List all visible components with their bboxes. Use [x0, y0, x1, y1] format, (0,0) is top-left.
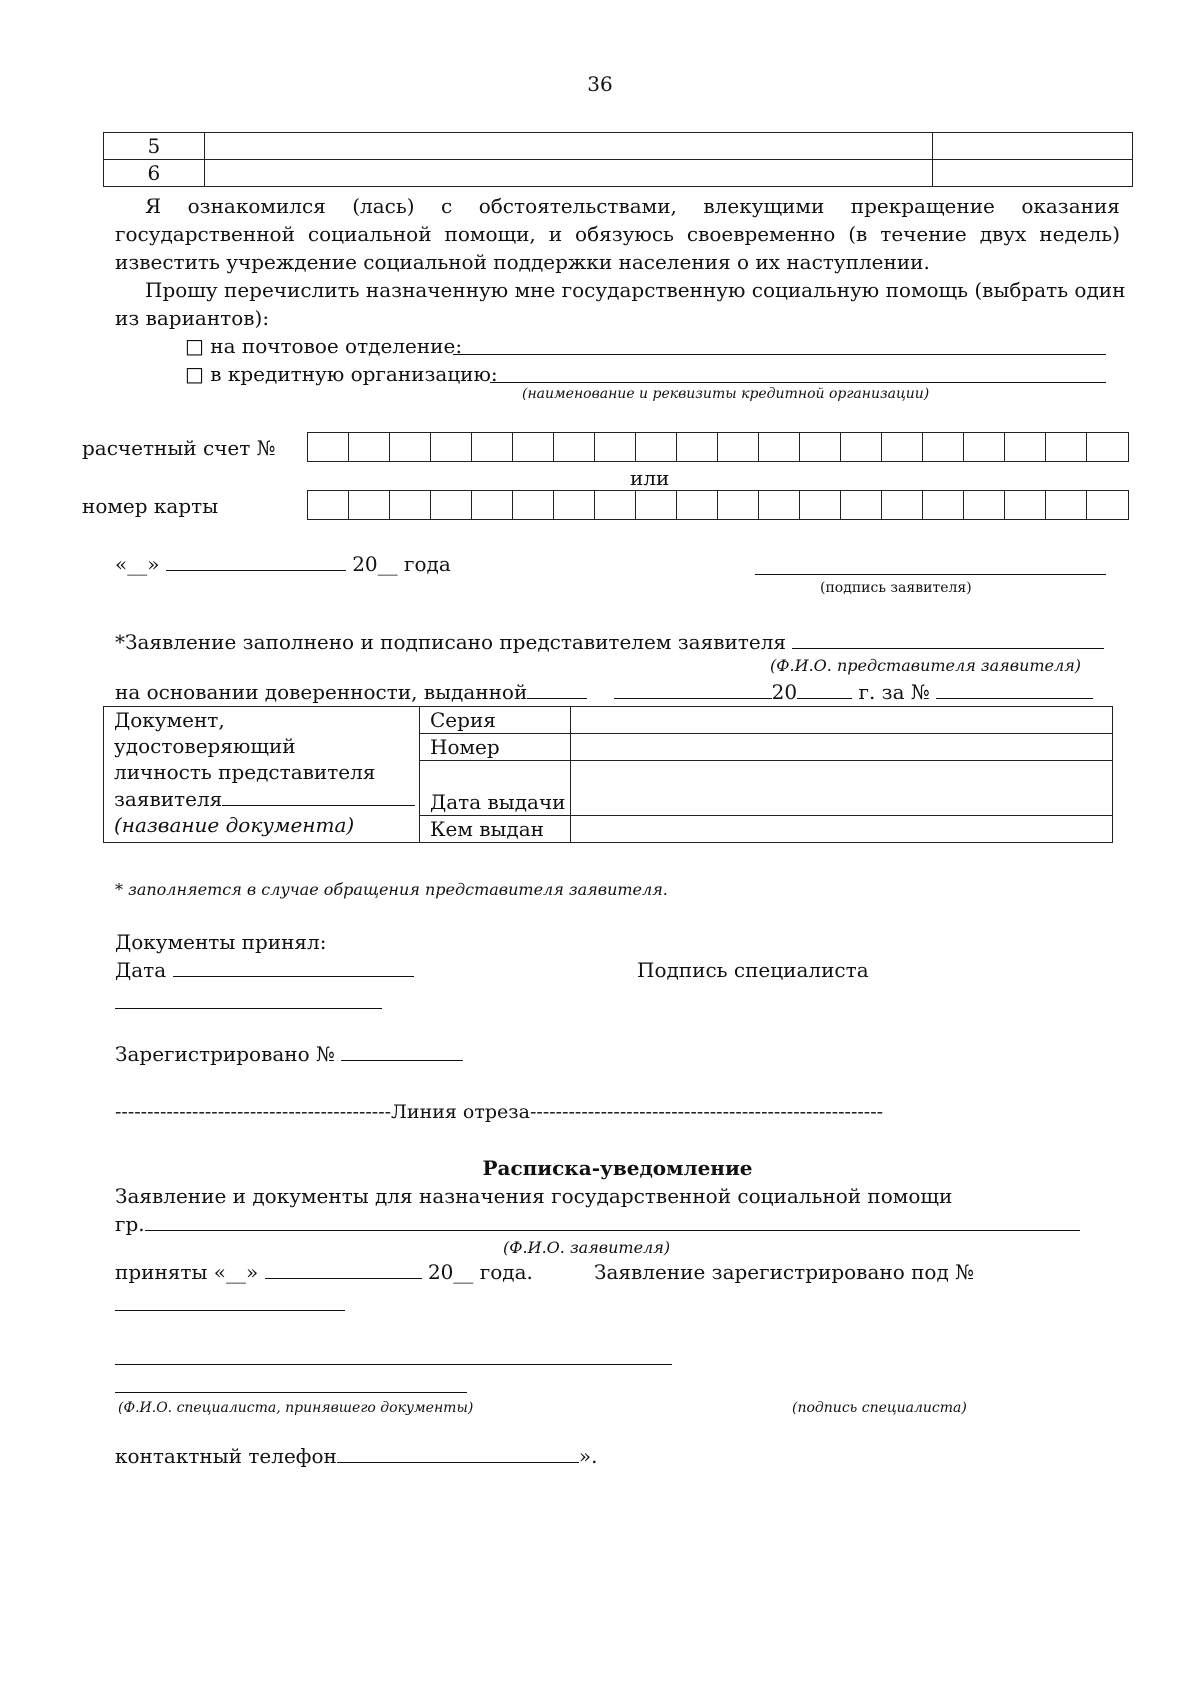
table-row: [104, 160, 1133, 187]
number-label: Номер: [420, 734, 571, 761]
registered-under: Заявление зарегистрировано под №: [594, 1260, 975, 1284]
issue-date-label: Дата выдачи: [420, 761, 571, 816]
para2-line1: Прошу перечислить назначенную мне государственную социальную помощь (выбрать один: [145, 278, 1126, 302]
specialist-signature-field[interactable]: [115, 1008, 382, 1009]
proxy-number-field[interactable]: [936, 678, 1093, 699]
id-document-label: Документ, удостоверяющий личность представителя заявителя (название документа): [104, 707, 420, 843]
card-number-boxes[interactable]: [307, 490, 1129, 520]
contact-row: контактный телефон ».: [115, 1444, 598, 1468]
proxy-line: на основании доверенности, выданной 20 г. за №: [115, 678, 1093, 706]
row-number: 5: [104, 133, 205, 160]
receipt-line1: Заявление и документы для назначения государственной социальной помощи: [115, 1184, 953, 1208]
issue-date-value[interactable]: [571, 761, 1113, 816]
bank-field[interactable]: [490, 382, 1106, 383]
accept-date-field[interactable]: [173, 956, 414, 977]
specialist-fio-field-2[interactable]: [115, 1392, 467, 1393]
applicant-signature-field[interactable]: [755, 574, 1106, 575]
rep-caption: (Ф.И.О. представителя заявителя): [770, 656, 1082, 675]
number-value[interactable]: [571, 734, 1113, 761]
account-number-boxes[interactable]: [307, 432, 1129, 462]
docs-accepted: Документы принял:: [115, 930, 327, 954]
spec-sign-caption: (подпись специалиста): [792, 1400, 967, 1416]
spec-fio-caption: (Ф.И.О. специалиста, принявшего документы): [118, 1400, 474, 1416]
option-bank[interactable]: □ в кредитную организацию:: [185, 362, 498, 386]
document-name-field[interactable]: [222, 785, 415, 806]
rep-fio-field[interactable]: [792, 628, 1104, 649]
account-label: расчетный счет №: [82, 436, 276, 460]
series-value[interactable]: [571, 707, 1113, 734]
footnote: * заполняется в случае обращения представителя заявителя.: [115, 880, 668, 899]
table-cell[interactable]: [932, 133, 1132, 160]
series-label: Серия: [420, 707, 571, 734]
receipt-registration-field[interactable]: [115, 1310, 345, 1311]
para2-line2: из вариантов):: [115, 306, 270, 330]
para1-line2: государственной социальной помощи, и обязуюсь своевременно (в течение двух недель): [115, 222, 1120, 246]
page-number: 36: [587, 72, 613, 96]
row-number: 6: [104, 160, 205, 187]
contact-phone-field[interactable]: [337, 1442, 579, 1463]
id-document-table: [103, 706, 1113, 843]
date-line: «__» 20__ года: [115, 552, 451, 576]
option-post[interactable]: □ на почтовое отделение:: [185, 334, 463, 358]
top-table: [103, 132, 1133, 187]
specialist-signature-label: Подпись специалиста: [637, 958, 869, 982]
issued-by-value[interactable]: [571, 816, 1113, 843]
table-row: [104, 133, 1133, 160]
para1-line1: Я ознакомился (лась) с обстоятельствами, влекущими прекращение оказания: [145, 194, 1120, 218]
accepted-date-field[interactable]: [265, 1258, 422, 1279]
specialist-fio-field[interactable]: [115, 1364, 672, 1365]
table-cell[interactable]: [932, 160, 1132, 187]
card-label: номер карты: [82, 494, 219, 518]
proxy-date-field[interactable]: [614, 678, 772, 699]
cut-line: -------------------------------------------Линия отреза-------------------------------------------------------: [115, 1101, 884, 1123]
table-cell[interactable]: [204, 160, 932, 187]
applicant-fio-field[interactable]: [145, 1210, 1080, 1231]
or-label: или: [630, 466, 670, 490]
date-month-field[interactable]: [166, 550, 346, 571]
issued-by-label: Кем выдан: [420, 816, 571, 843]
receipt-gr-row: гр.: [115, 1210, 1080, 1238]
post-office-field[interactable]: [453, 354, 1106, 355]
registered-row: Зарегистрировано №: [115, 1040, 463, 1068]
accepted-row: приняты «__» 20__ года.: [115, 1260, 533, 1284]
table-cell[interactable]: [204, 133, 932, 160]
date-row: Дата: [115, 956, 414, 984]
proxy-year-field[interactable]: [797, 678, 852, 699]
receipt-title: Расписка-уведомление: [482, 1156, 753, 1180]
bank-caption: (наименование и реквизиты кредитной организации): [522, 386, 930, 402]
registration-number-field[interactable]: [341, 1040, 463, 1061]
rep-line: *Заявление заполнено и подписано представителем заявителя: [115, 628, 1104, 656]
receipt-fio-caption: (Ф.И.О. заявителя): [503, 1238, 671, 1257]
signature-caption: (подпись заявителя): [820, 580, 972, 596]
proxy-issued-field[interactable]: [527, 678, 587, 699]
para1-line3: известить учреждение социальной поддержки населения о их наступлении.: [115, 250, 930, 274]
